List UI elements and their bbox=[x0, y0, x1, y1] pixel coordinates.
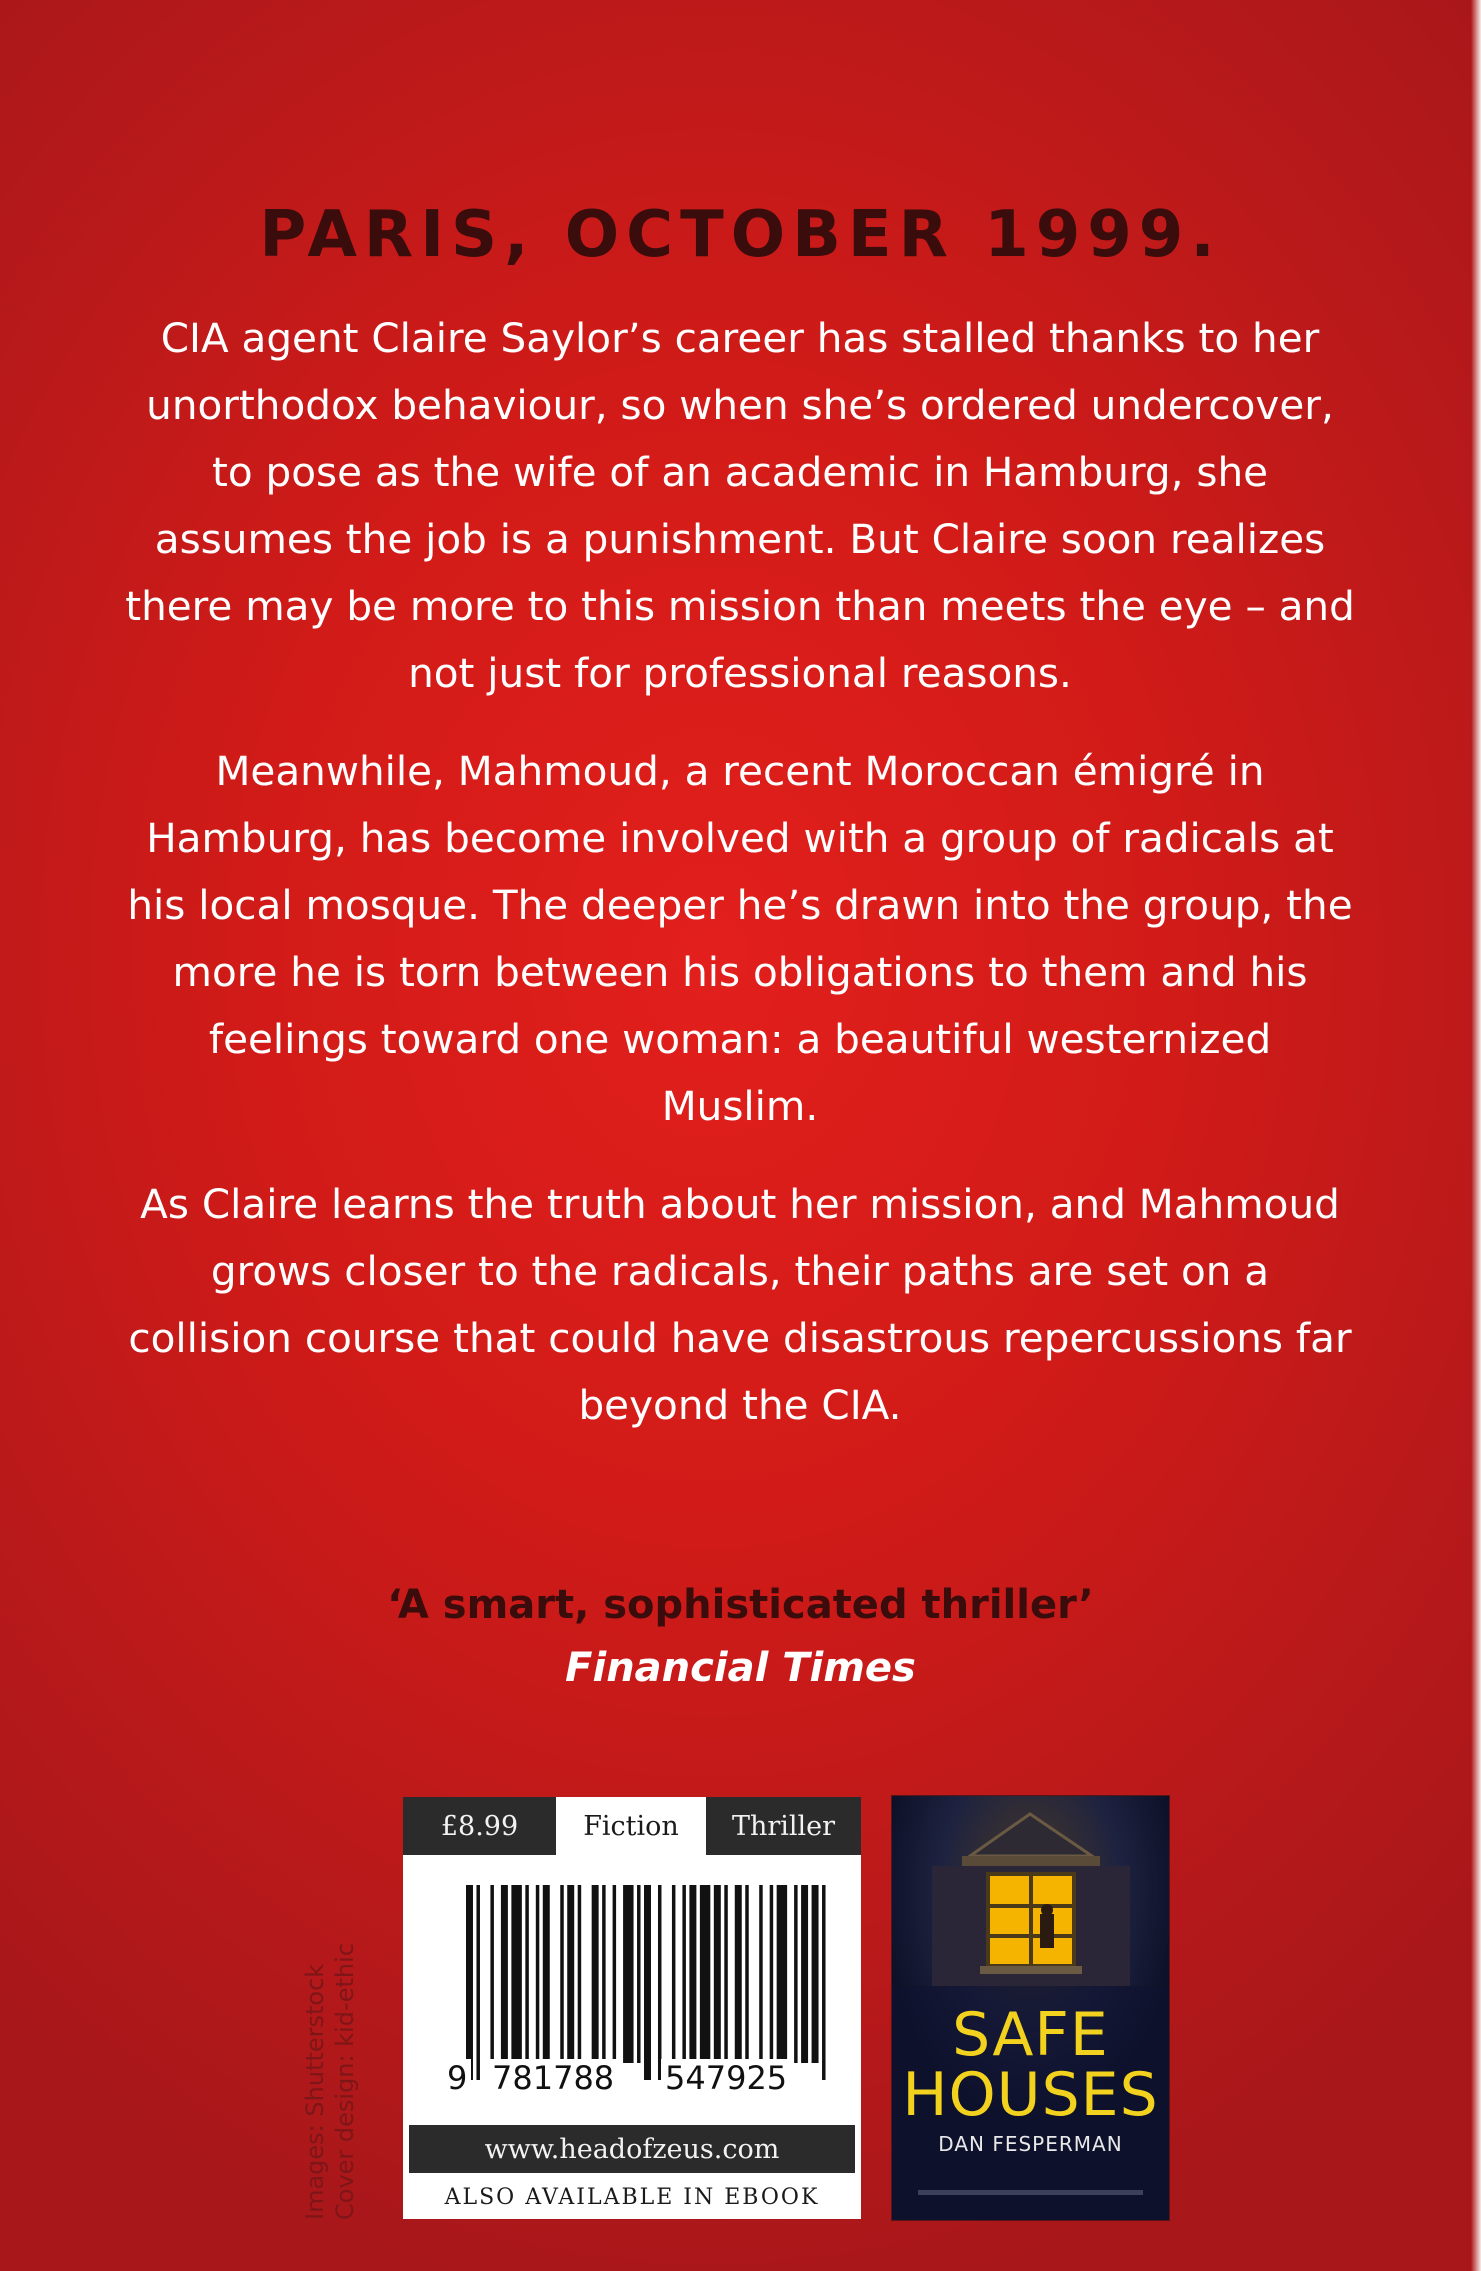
publisher-website: www.headofzeus.com bbox=[409, 2125, 855, 2173]
credit-line-design: Cover design: kid-ethic bbox=[331, 1943, 359, 2220]
barcode-bar bbox=[637, 1885, 640, 2063]
barcode-bar bbox=[490, 1885, 493, 2063]
barcode-bar bbox=[801, 1885, 808, 2063]
category-fiction: Fiction bbox=[556, 1797, 706, 1855]
barcode-bar bbox=[511, 1885, 521, 2063]
barcode-bars bbox=[466, 1885, 836, 2080]
promo-book-cover bbox=[891, 1795, 1170, 2221]
blurb bbox=[125, 305, 1355, 1470]
barcode-bar bbox=[592, 1885, 599, 2063]
barcode-bar bbox=[812, 1885, 819, 2063]
credit-line-images: Images: Shutterstock bbox=[301, 1963, 329, 2220]
price-tag: £8.99 bbox=[403, 1797, 556, 1855]
barcode-bar bbox=[700, 1885, 710, 2063]
barcode-bar bbox=[770, 1885, 773, 2063]
category-thriller: Thriller bbox=[706, 1797, 861, 1855]
barcode-bar bbox=[560, 1885, 563, 2063]
promo-title-line-1: SAFE bbox=[952, 2000, 1109, 2070]
barcode-box bbox=[403, 1797, 861, 2219]
ebook-notice: ALSO AVAILABLE IN EBOOK bbox=[444, 2184, 820, 2210]
blurb-paragraph-3: As Claire learns the truth about her mission, and Mahmoud grows closer to the radicals, their paths are set on a collision course that could have disastrous repercussions far beyond the CIA. bbox=[128, 1180, 1352, 1429]
barcode-bar bbox=[567, 1885, 574, 2063]
barcode-tabs bbox=[403, 1797, 861, 1855]
barcode-bar bbox=[644, 1885, 651, 2080]
barcode-bar bbox=[476, 1885, 479, 2080]
barcode-bar bbox=[724, 1885, 727, 2063]
barcode-bar bbox=[602, 1885, 605, 2063]
barcode-bar bbox=[682, 1885, 685, 2063]
review-source: Financial Times bbox=[565, 1645, 916, 1691]
barcode-bar bbox=[658, 1885, 661, 2080]
image-credits bbox=[300, 1880, 370, 2220]
barcode-bar bbox=[777, 1885, 787, 2063]
barcode-bar bbox=[501, 1885, 508, 2063]
isbn-prefix: 9 bbox=[443, 2059, 471, 2097]
review-quote: ‘A smart, sophisticated thriller’ bbox=[387, 1582, 1094, 1628]
isbn-group-1: 781788 bbox=[488, 2059, 618, 2097]
barcode-bar bbox=[672, 1885, 675, 2063]
isbn-number bbox=[443, 2059, 843, 2105]
barcode-bar bbox=[623, 1885, 633, 2063]
barcode-bar bbox=[613, 1885, 616, 2063]
barcode-bar bbox=[578, 1885, 581, 2063]
blurb-paragraph-2: Meanwhile, Mahmoud, a recent Moroccan émigré in Hamburg, has become involved with a group of radicals at his local mosque. The deeper he’s drawn into the group, the more he is torn between his obligations to them and his feelings toward one woman: a beautiful westernized Muslim. bbox=[127, 747, 1353, 1130]
barcode-bar bbox=[735, 1885, 742, 2063]
blurb-paragraph-1: CIA agent Claire Saylor’s career has stalled thanks to her unorthodox behaviour, so when she’s ordered undercover, to pose as the wife of an academic in Hamburg, she assumes the job is a punishment. But Claire soon realizes there may be more to this mission than meets the eye – and not just for professional reasons. bbox=[125, 314, 1355, 697]
headline: PARIS, OCTOBER 1999. bbox=[259, 198, 1222, 272]
barcode-bar bbox=[525, 1885, 528, 2063]
isbn-group-2: 547925 bbox=[661, 2059, 791, 2097]
barcode-bar bbox=[714, 1885, 721, 2063]
barcode-bar bbox=[689, 1885, 696, 2063]
barcode-bar bbox=[794, 1885, 797, 2063]
barcode-bar bbox=[822, 1885, 825, 2080]
barcode-bar bbox=[745, 1885, 748, 2063]
promo-author: DAN FESPERMAN bbox=[938, 2132, 1123, 2156]
cover-edge bbox=[1471, 0, 1481, 2271]
barcode-bar bbox=[466, 1885, 473, 2080]
barcode-bar bbox=[536, 1885, 539, 2063]
promo-tagline bbox=[918, 2190, 1143, 2195]
barcode-bar bbox=[543, 1885, 550, 2063]
promo-title-line-2: HOUSES bbox=[902, 2060, 1159, 2130]
barcode-bar bbox=[759, 1885, 762, 2063]
